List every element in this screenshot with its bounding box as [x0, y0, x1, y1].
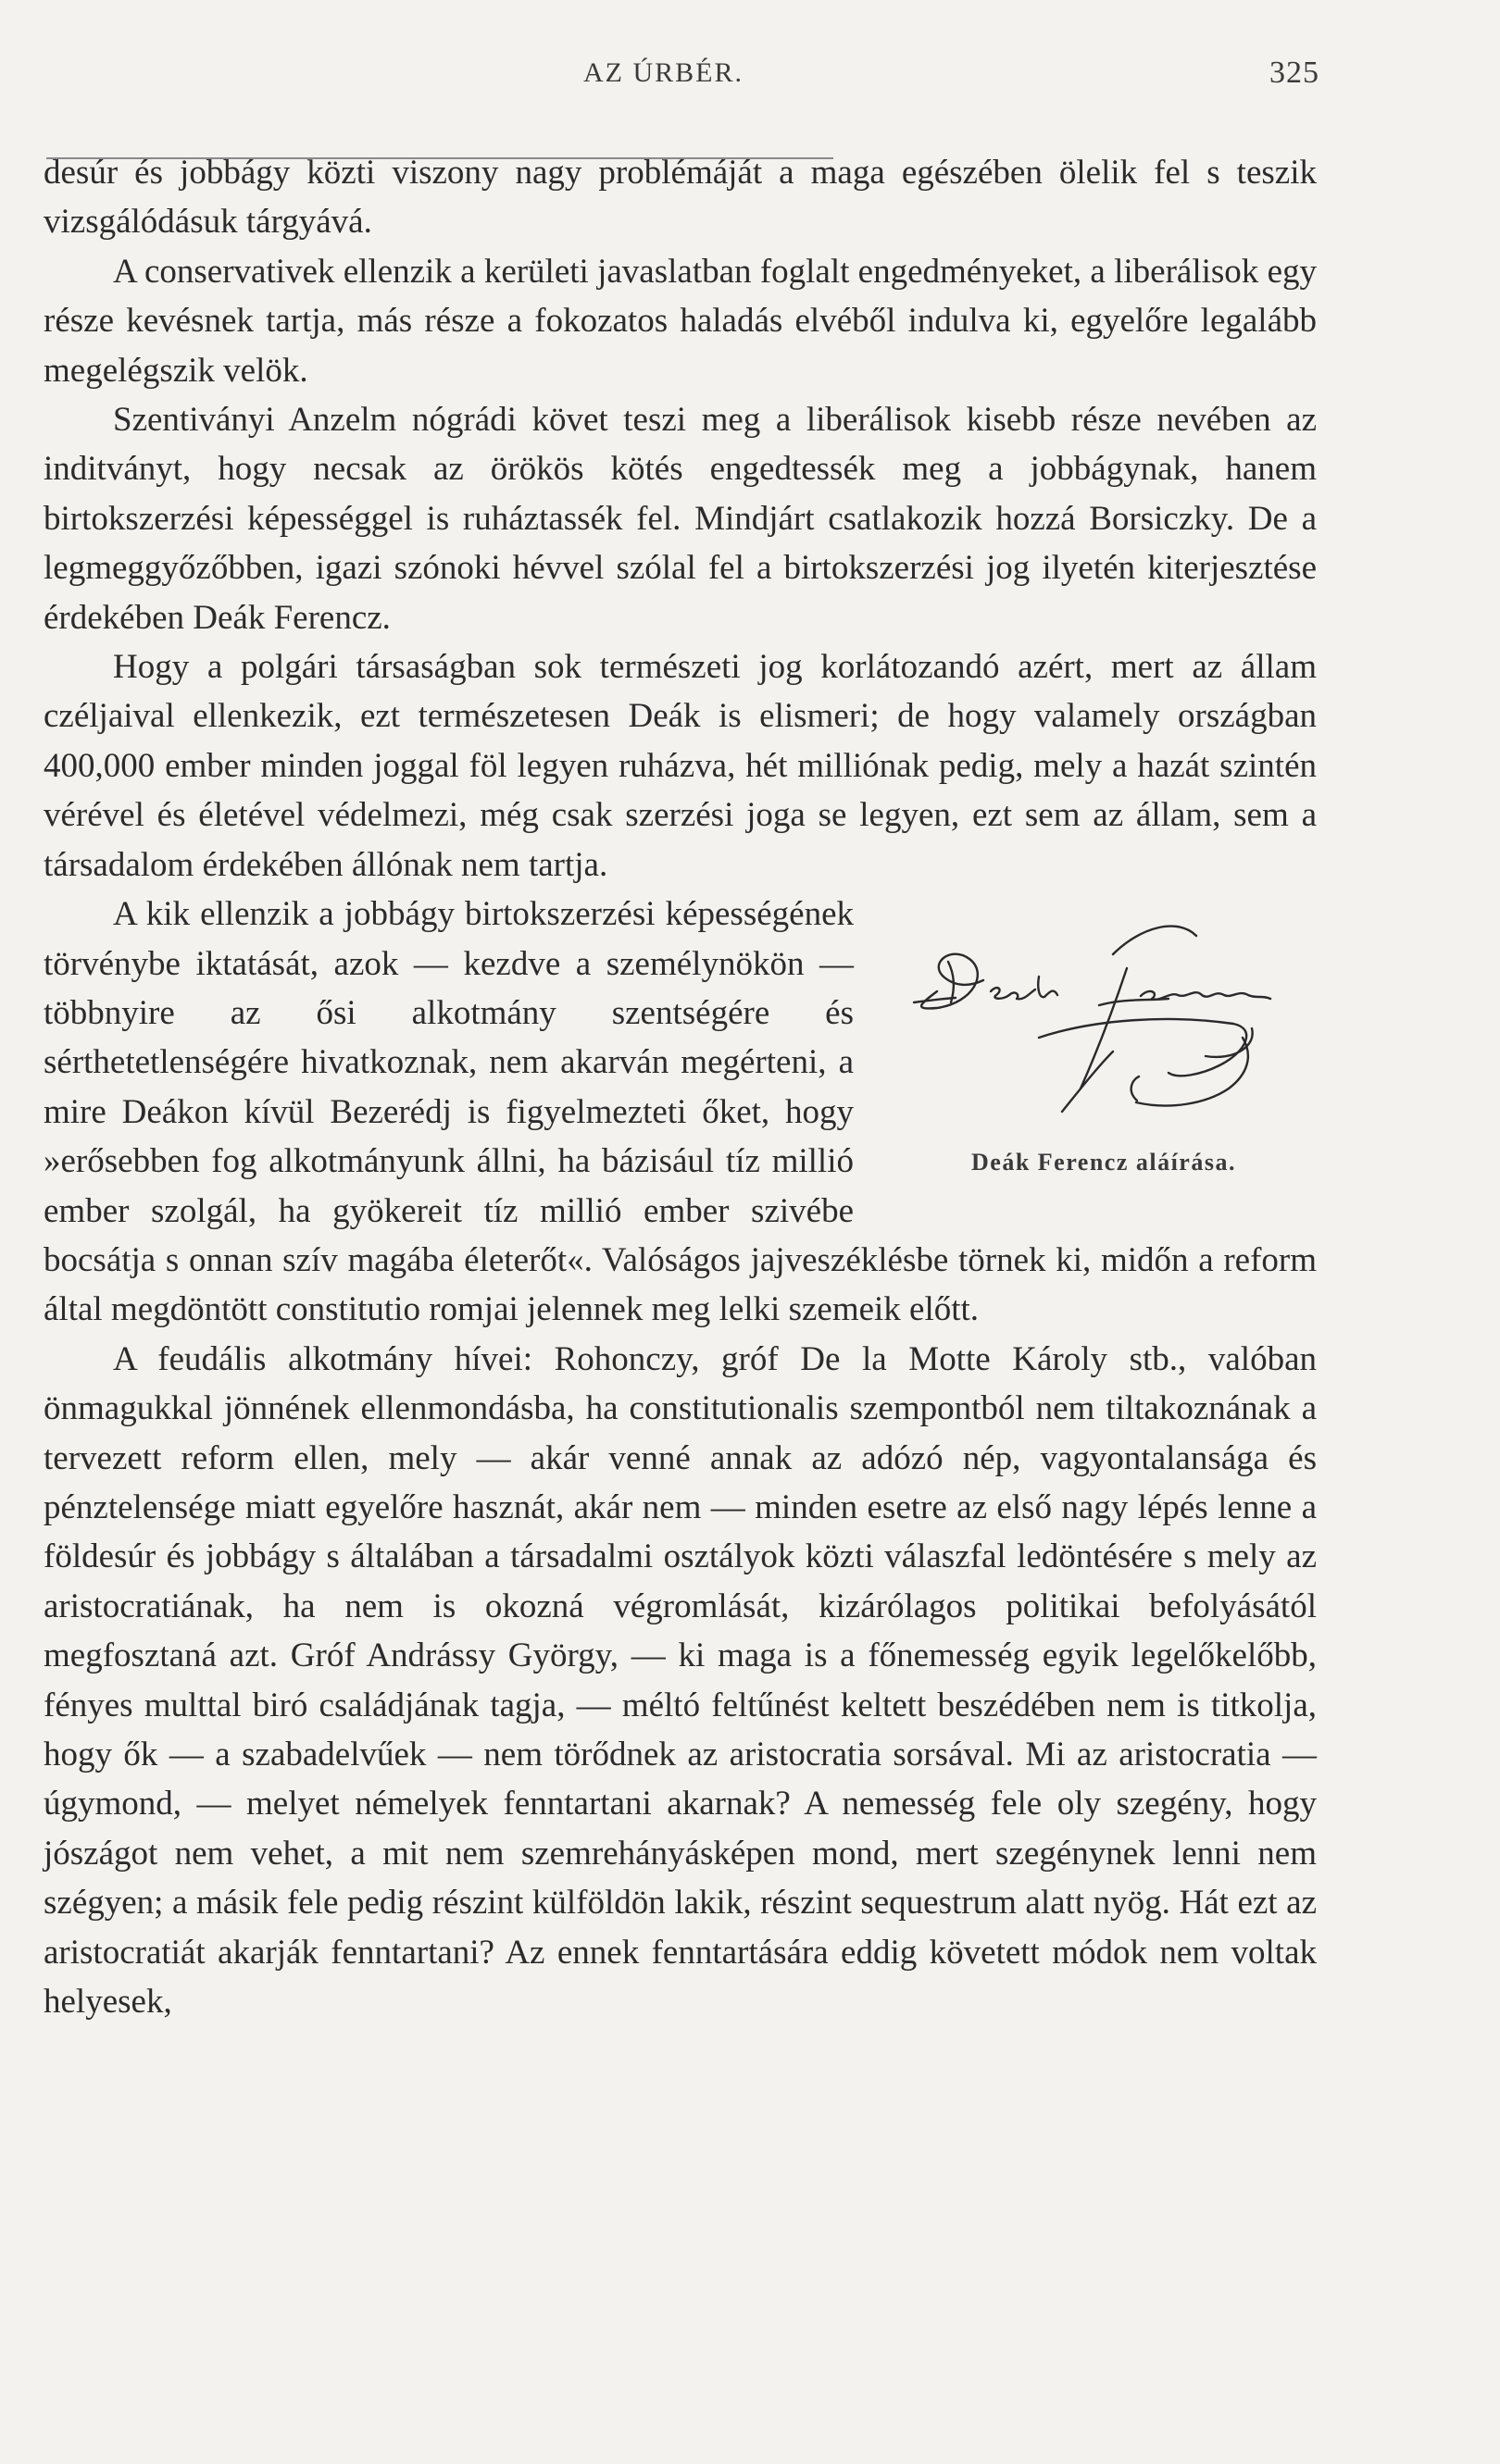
signature-image [900, 899, 1289, 1144]
paragraph: Hogy a polgári társaságban sok természeti jog korlátozandó azért, mert az állam czéljaival ellenkezik, ezt természetesen Deák is elismeri; de hogy valamely országban 400,000 ember minden joggal föl legyen ruházva, hét milliónak pedig, mely a hazát szintén vérével és életével védelmezi, még csak szerzési joga se legyen, ezt sem az állam, sem a társadalom érdekében állónak nem tartja. [44, 648, 1317, 884]
running-head [46, 56, 1319, 98]
body-text [44, 148, 1317, 2026]
running-head-title: AZ ÚRBÉR. [583, 57, 744, 88]
page-number: 325 [1269, 56, 1319, 90]
paragraph: A feudális alkotmány hívei: Rohonczy, gróf De la Motte Károly stb., valóban önmagukkal jönnének ellenmondásba, ha constitutionalis szempontból nem tiltakoznának a tervezett reform ellen, mely — akár venné annak az adózó nép, vagyontalansága és pénztelensége miatt egyelőre hasznát, akár nem — minden esetre az első nagy lépés lenne a földesúr és jobbágy s általában a társadalmi osztályok közti válaszfal ledöntésére s mely az aristocratiának, ha nem is okozná végromlását, kizárólagos politikai befolyásától megfosztaná azt. Gróf Andrássy György, — ki maga is a főnemesség egyik legelőkelőbb, fényes multtal biró családjának tagja, — méltó feltűnést keltett beszédében nem is titkolja, hogy ők — a szabadelvűek — nem törődnek az aristocratia sorsával. Mi az aristocratia — úgymond, — melyet némelyek fenntartani akarnak? A nemesség fele oly szegény, hogy jószágot nem vehet, a mit nem szemrehányásképen mond, mert szegénynek lenni nem szégyen; a másik fele pedig részint külföldön lakik, részint sequestrum alatt nyög. Hát ezt az aristocratiát akarják fenntartani? Az ennek fenntartására eddig követett módok nem voltak helyesek, [44, 1339, 1317, 2022]
figure-caption: Deák Ferencz aláírása. [971, 1149, 1236, 1176]
paragraph: A conservativek ellenzik a kerületi javaslatban foglalt engedményeket, a liberálisok egy része kevésnek tartja, más része a fokozatos haladás elvéből indulva ki, egyelőre legalább megelégszik velök. [44, 252, 1317, 390]
paragraph: Szentiványi Anzelm nógrádi követ teszi meg a liberálisok kisebb része nevében az inditványt, hogy necsak az örökös kötés engedtessék meg a jobbágynak, hanem birtokszerzési képességgel is ruháztassék fel. Mindjárt csatlakozik hozzá Borsiczky. De a legmeggyőzőbben, igazi szónoki hévvel szólal fel a birtokszerzési jog ilyetén kiterjesztése érdekében Deák Ferencz. [44, 401, 1317, 637]
paragraph: desúr és jobbágy közti viszony nagy problémáját a maga egészében ölelik fel s teszik vizsgálódásuk tárgyává. [44, 154, 1317, 242]
signature-figure [891, 899, 1317, 1215]
paragraph: A kik ellenzik a jobbágy birtokszerzési képességének törvénybe iktatását, azok — kezdve a személynökön — többnyire az ősi alkotmány szentségére és sérthetetlenségére hivatkoznak, nem akarván megérteni, a mire Deákon kívül Bezerédj is figyelmezteti őket, hogy »erősebben fog alkotmányunk állni, ha bázisául tíz millió ember szolgál, ha gyökereit tíz millió ember szivébe bocsátja s onnan szív magába életerőt«. Valóságos jajveszéklésbe törnek ki, midőn a reform által megdöntött constitutio romjai jelennek meg lelki szemeik előtt. [44, 895, 1317, 1329]
